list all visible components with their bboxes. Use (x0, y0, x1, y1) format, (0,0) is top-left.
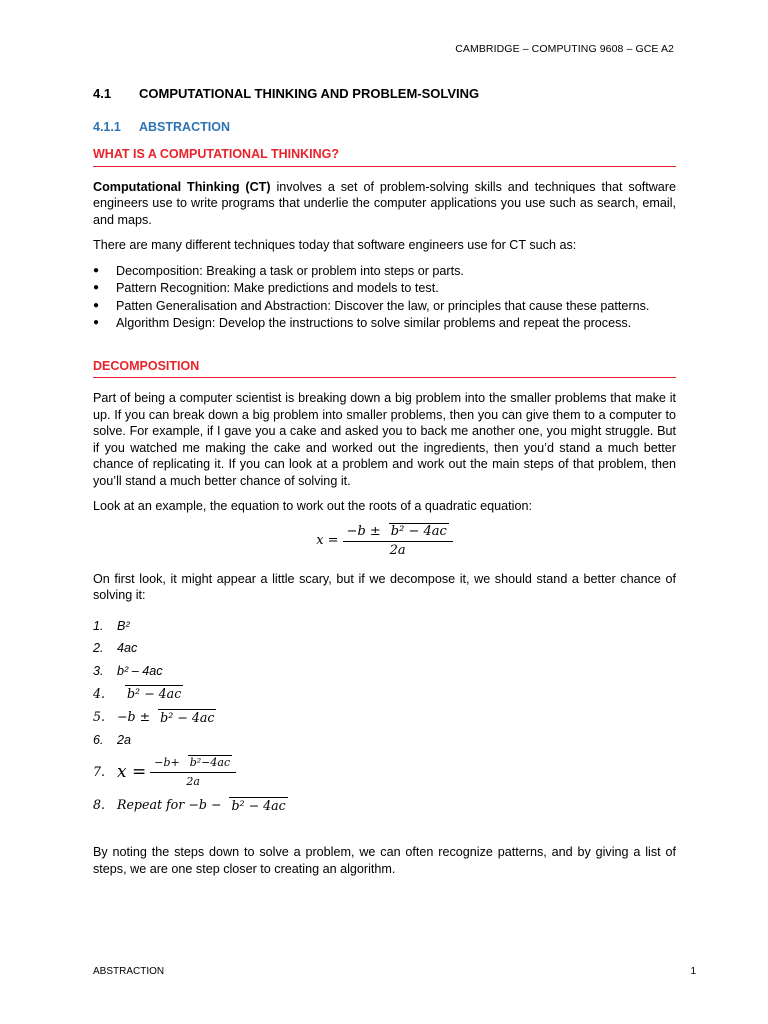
decomp-paragraph-3: On first look, it might appear a little scary, but if we decompose it, we should stand a better chance of solving it: (93, 571, 676, 602)
document-body (93, 86, 676, 886)
step-text: b² – 4ac (117, 663, 163, 678)
step-number: 6. (93, 733, 104, 747)
step-prefix: Repeat for −b − (117, 797, 222, 812)
list-item-text: Pattern Recognition: Make predictions and models to test. (116, 281, 439, 295)
ct-paragraph-1-text: involves a set of problem-solving skills and techniques that software engineers use to write programs that underlie the computer applications you use such as search, email, and maps. (93, 179, 676, 227)
step-number: 4. (93, 685, 106, 701)
bullet-icon: ● (93, 264, 100, 276)
step-number: 1. (93, 618, 104, 633)
formula-lhs: x = (316, 533, 339, 549)
page-number: 1 (690, 966, 696, 977)
step-fraction (150, 755, 236, 791)
step-number: 7. (93, 764, 106, 780)
step-item (93, 618, 676, 635)
heading-2-title: ABSTRACTION (139, 119, 230, 134)
step-item (93, 640, 676, 657)
ct-techniques-list (93, 263, 676, 332)
list-item (93, 280, 676, 297)
heading-2 (93, 119, 676, 136)
step-text: B² (117, 618, 130, 633)
decomp-paragraph-4: By noting the steps down to solve a problem, we can often recognize patterns, and by giving a list of steps, we are one step closer to creating an algorithm. (93, 845, 676, 876)
step-number: 8. (93, 797, 106, 812)
step-denominator: 2a (186, 775, 200, 788)
step-sqrt: b² − 4ac (127, 686, 182, 701)
heading-1-title: COMPUTATIONAL THINKING AND PROBLEM-SOLVING (139, 86, 480, 101)
decomp-paragraph-2: Look at an example, the equation to work out the roots of a quadratic equation: (93, 499, 532, 513)
section-title-decomposition: DECOMPOSITION (93, 358, 676, 379)
step-text: 2a (117, 733, 132, 747)
heading-1-number: 4.1 (93, 86, 112, 101)
ct-paragraph-1 (93, 179, 676, 229)
step-text: 4ac (117, 641, 138, 655)
step-item (93, 797, 676, 815)
heading-1 (93, 86, 676, 103)
list-item (93, 298, 676, 315)
decomposition-steps (93, 618, 676, 815)
ct-paragraph-2: There are many different techniques today that software engineers use for CT such as: (93, 238, 577, 252)
bullet-icon: ● (93, 299, 100, 311)
decomp-paragraph-1: Part of being a computer scientist is breaking down a big problem into the smaller problems that make it up. If you can break down a big problem into smaller problems, then you can give them to a computer to solve. For example, if I gave you a cake and asked you to back me another one, you might struggle. But if you watched me making the cake and worked out the ingredients, then you’d stand a much better chance of replicating it. If you can look at a problem and work out the main steps of that problem, then you’ll stand a much better chance of solving it. (93, 391, 676, 488)
formula-fraction (343, 524, 453, 560)
step-item (93, 709, 676, 727)
step-num-prefix: −b+ (154, 755, 180, 769)
step-item (93, 685, 676, 703)
formula-numerator (343, 524, 453, 543)
heading-2-number: 4.1.1 (93, 119, 121, 134)
section-title-ct: WHAT IS A COMPUTATIONAL THINKING? (93, 146, 676, 167)
footer-title: ABSTRACTION (93, 966, 165, 977)
list-item-text: Algorithm Design: Develop the instructions to solve similar problems and repeat the process. (116, 316, 632, 330)
step-sqrt: b² − 4ac (160, 709, 215, 725)
step-item (93, 663, 676, 680)
page-header: CAMBRIDGE – COMPUTING 9608 – GCE A2 (455, 43, 674, 55)
list-item-text: Patten Generalisation and Abstraction: Discover the law, or principles that cause these patterns. (116, 298, 650, 313)
step-number: 2. (93, 641, 104, 655)
list-item (93, 315, 676, 332)
step-prefix: −b ± (117, 709, 151, 724)
step-item (93, 732, 676, 749)
bullet-icon: ● (93, 317, 100, 328)
step-sqrt: b² − 4ac (231, 797, 286, 813)
step-number: 3. (93, 663, 104, 678)
step-numerator (150, 755, 236, 774)
step-item (93, 755, 676, 791)
formula-denominator: 2a (389, 543, 406, 558)
formula-sqrt: b² − 4ac (390, 523, 447, 539)
quadratic-formula (93, 524, 676, 560)
formula-numerator-prefix: −b ± (346, 523, 381, 539)
step-number: 5. (93, 709, 106, 724)
bullet-icon: ● (93, 282, 100, 293)
step-lhs: x = (117, 762, 147, 783)
step-sqrt: b²−4ac (189, 755, 231, 769)
list-item-text: Decomposition: Breaking a task or problem into steps or parts. (116, 263, 464, 278)
list-item (93, 263, 676, 280)
ct-term: Computational Thinking (CT) (93, 179, 271, 194)
